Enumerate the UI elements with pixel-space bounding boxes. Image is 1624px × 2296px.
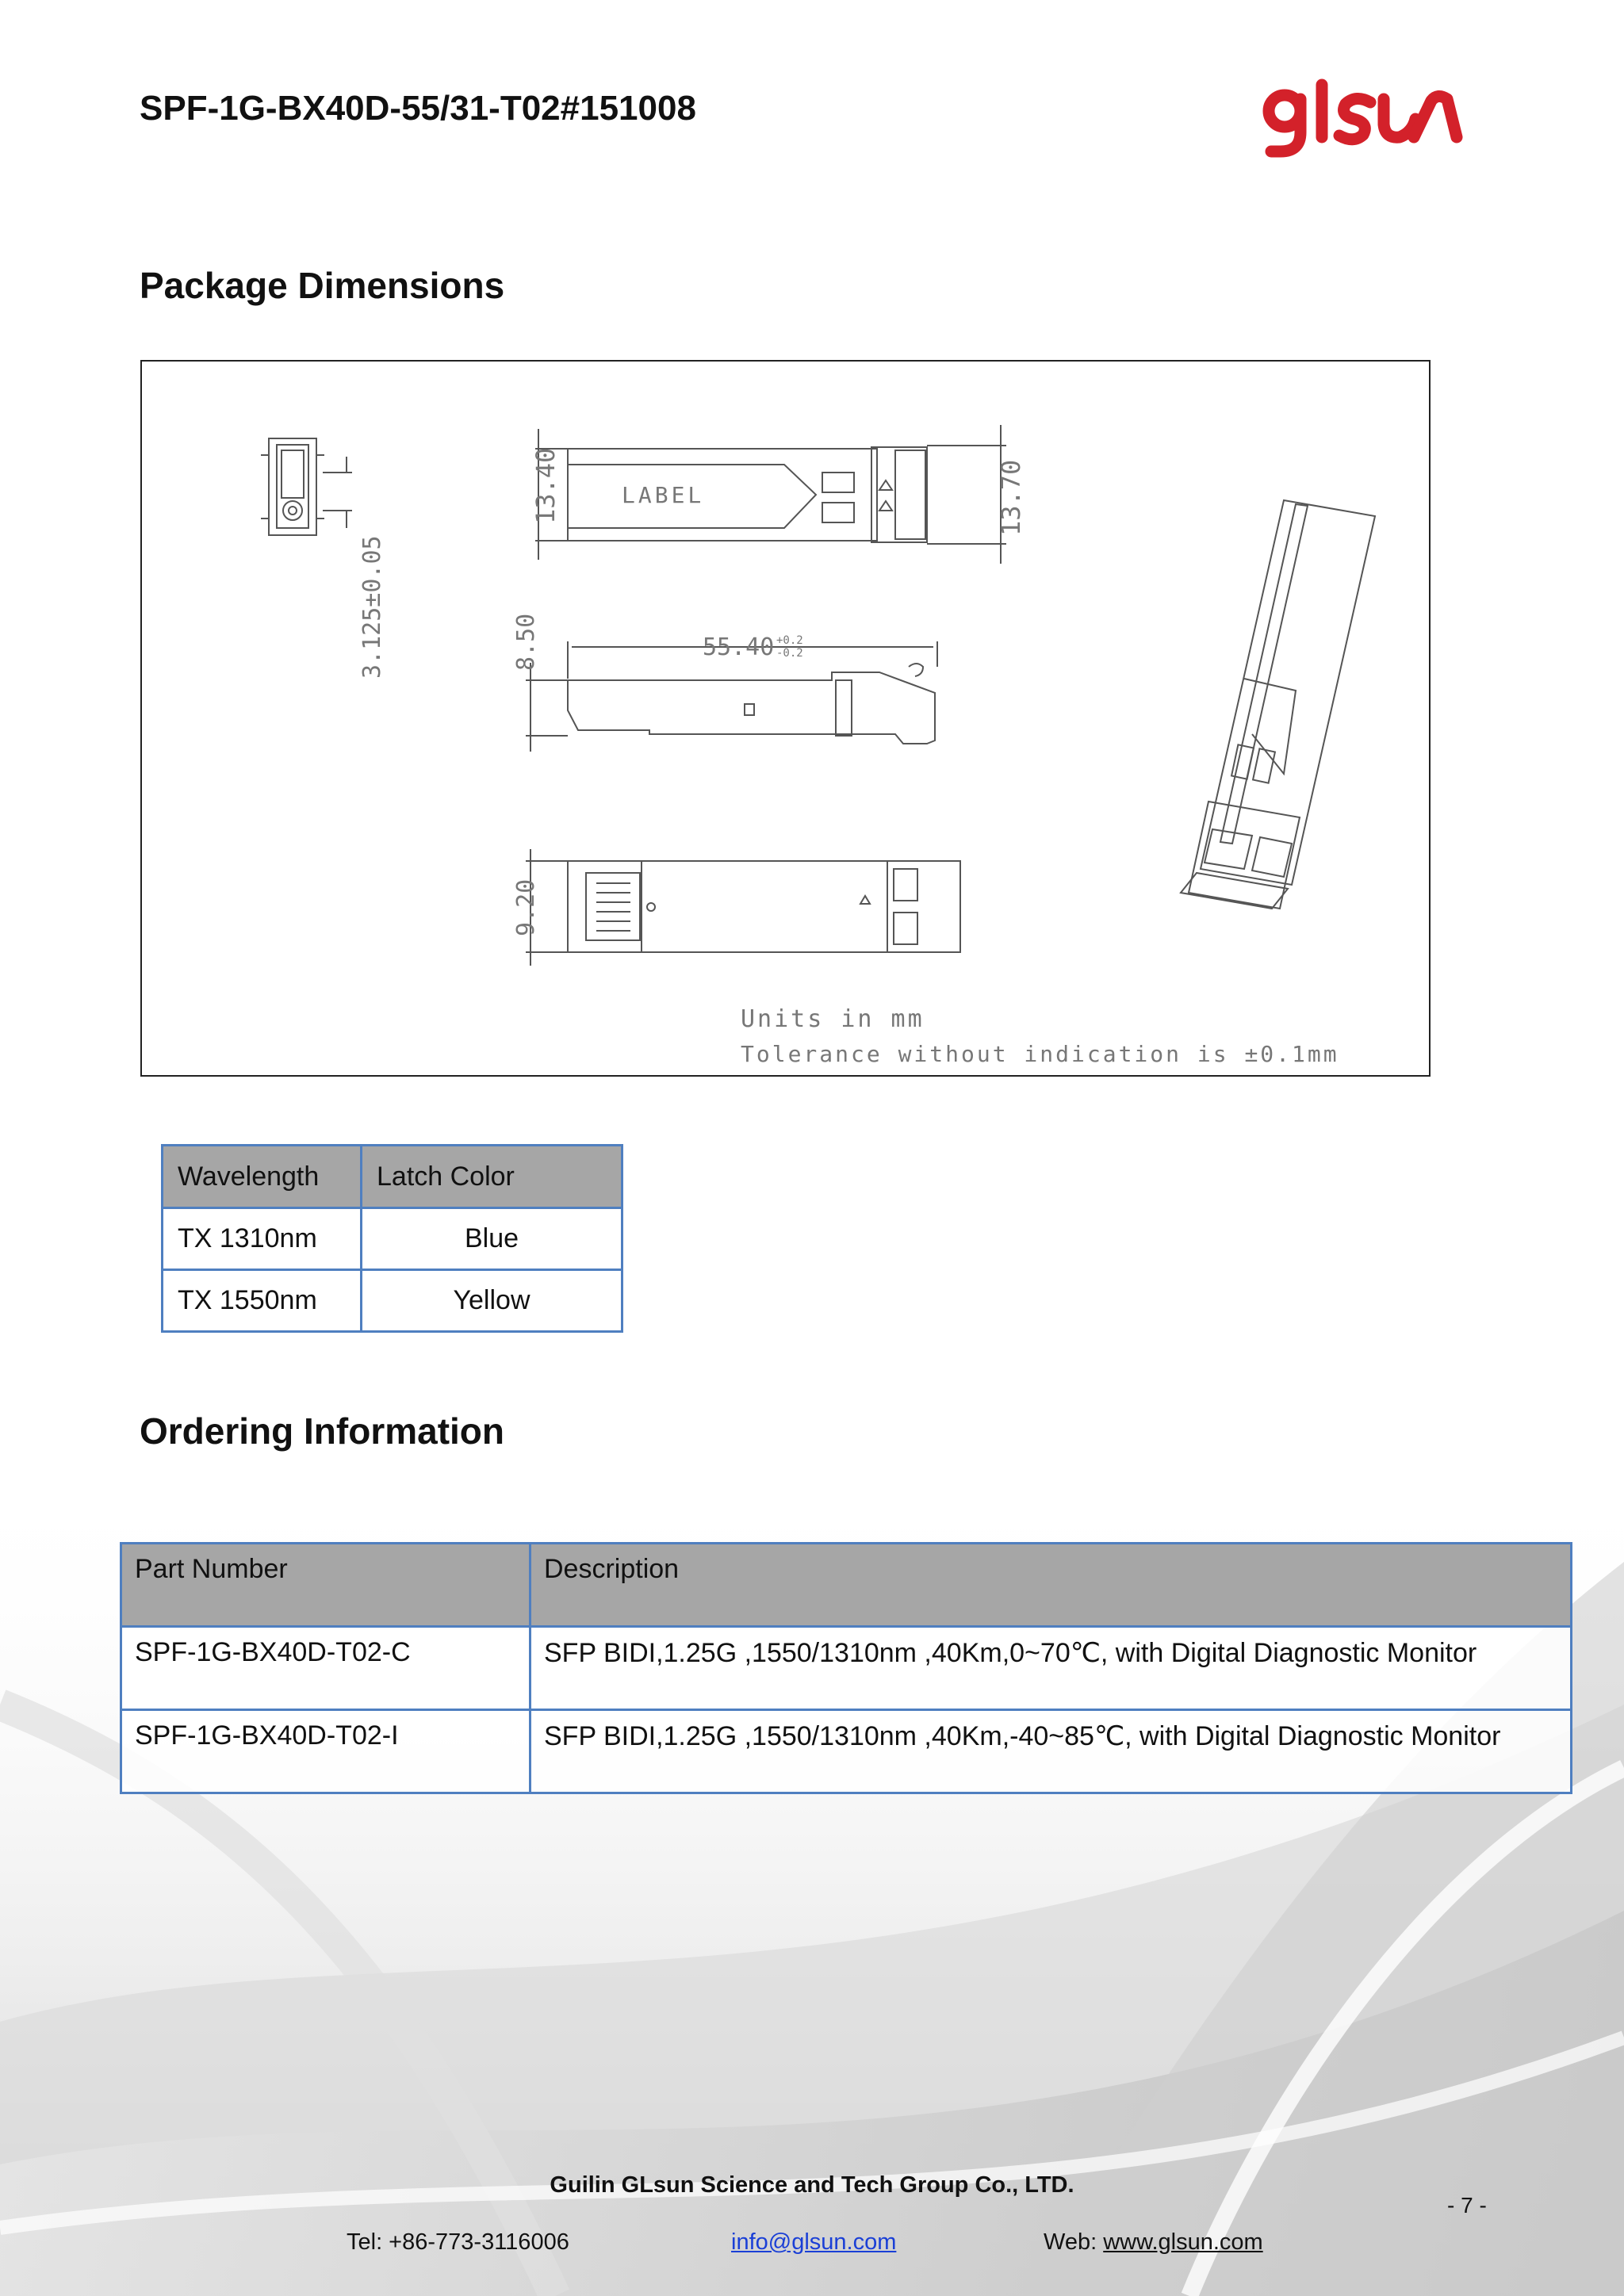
isometric-view [1181,500,1375,909]
package-drawing [140,360,1431,1077]
dim-side-height: 8.50 [512,613,540,671]
table-cell: TX 1310nm [163,1208,362,1270]
dim-length: 55.40 [703,633,775,661]
table-row [121,1710,1572,1793]
top-view [535,425,1006,564]
dim-top-height: 13.40 [530,447,561,524]
footer-tel: Tel: +86-773-3116006 [347,2229,569,2255]
tolerance-note: Tolerance without indication is ±0.1mm [741,1041,1339,1067]
bottom-view [526,849,960,966]
table-header-cell: Part Number [121,1544,530,1627]
dim-length-tol-minus: -0.2 [776,647,803,660]
table-header-row [163,1146,622,1208]
glsun-logo [1257,75,1471,163]
dim-top-height-right: 13.70 [996,459,1026,536]
footer-web [1044,2229,1263,2256]
dim-side-width: 3.125±0.05 [358,535,386,679]
table-cell: Yellow [362,1270,622,1332]
table-cell: SFP BIDI,1.25G ,1550/1310nm ,40Km,-40~85℃, with Digital Diagnostic Monitor [530,1710,1572,1793]
table-cell: SFP BIDI,1.25G ,1550/1310nm ,40Km,0~70℃, with Digital Diagnostic Monitor [530,1627,1572,1710]
technical-drawing [142,362,1432,1078]
table-header-cell: Description [530,1544,1572,1627]
dim-bottom-height: 9.20 [512,878,540,936]
label-text: LABEL [622,482,705,508]
ordering-information-heading: Ordering Information [140,1410,504,1452]
footer-email-link[interactable]: info@glsun.com [731,2229,897,2255]
table-row [163,1270,622,1332]
page-number: - 7 - [1447,2193,1487,2218]
end-view [261,438,352,535]
units-note: Units in mm [741,1005,925,1033]
package-dimensions-heading: Package Dimensions [140,265,505,306]
dim-length-tol-plus: +0.2 [776,634,803,647]
ordering-table [120,1542,1572,1794]
table-row [121,1627,1572,1710]
table-header-row [121,1544,1572,1627]
table-header-cell: Latch Color [362,1146,622,1208]
document-title: SPF-1G-BX40D-55/31-T02#151008 [140,89,696,128]
footer-company-name: Guilin GLsun Science and Tech Group Co., LTD. [550,2172,1074,2198]
footer-web-link[interactable]: www.glsun.com [1103,2229,1263,2255]
table-row [163,1208,622,1270]
table-cell: SPF-1G-BX40D-T02-C [121,1627,530,1710]
latch-color-table [161,1144,623,1333]
table-cell: TX 1550nm [163,1270,362,1332]
table-header-cell: Wavelength [163,1146,362,1208]
table-cell: SPF-1G-BX40D-T02-I [121,1710,530,1793]
table-cell: Blue [362,1208,622,1270]
footer-web-label: Web: [1044,2229,1104,2255]
